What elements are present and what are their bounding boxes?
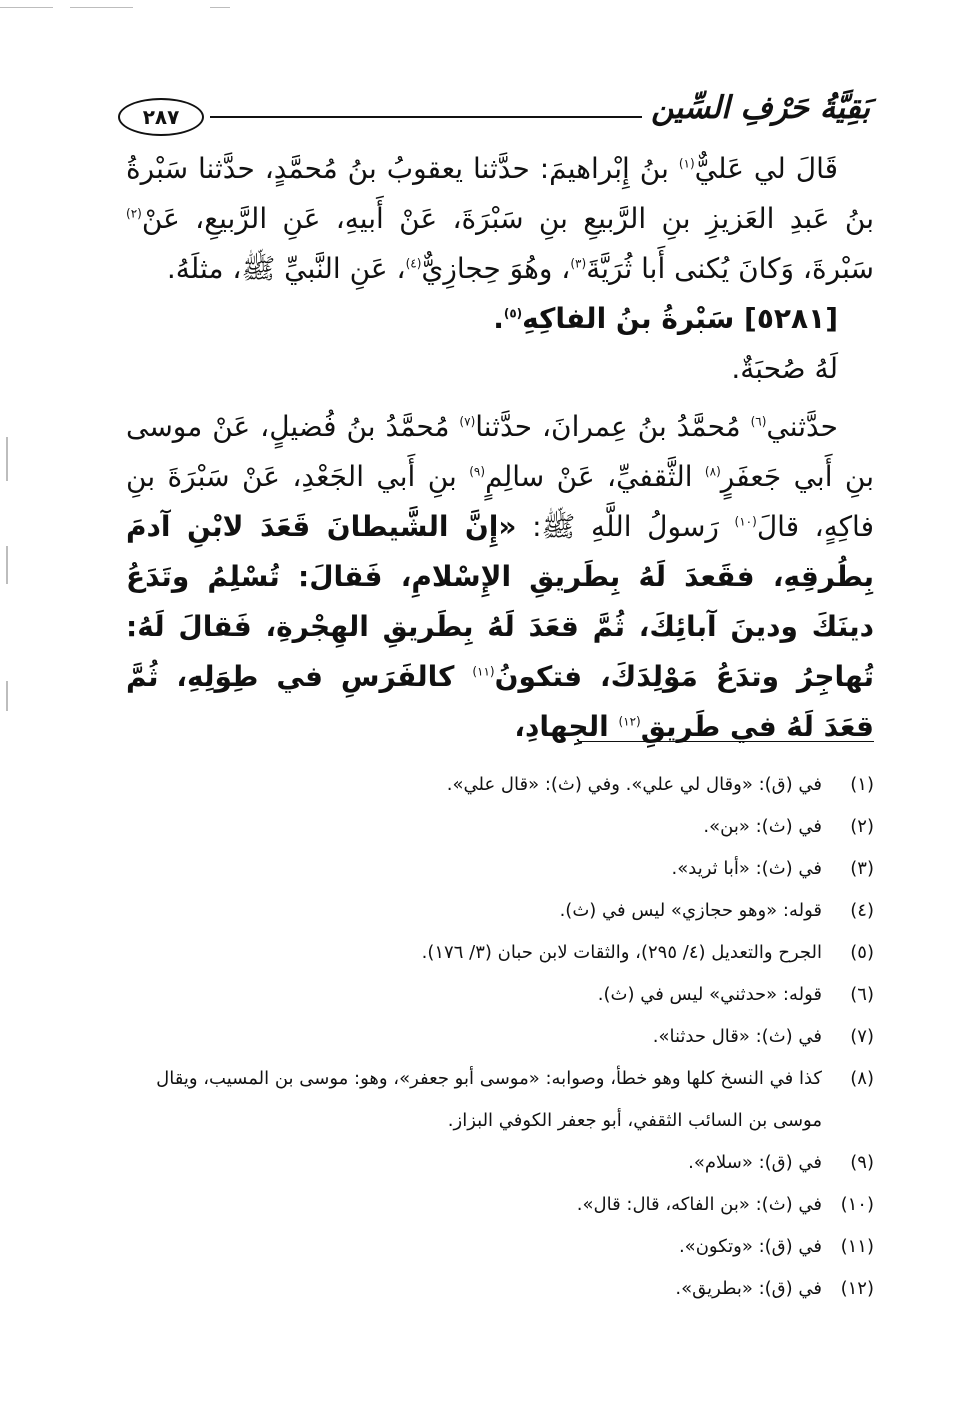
text-segment: الثَّقفيِّ، عَنْ سالِمٍ [485,460,705,493]
footnote-number: (١١) [840,1236,874,1257]
text-segment: بنُ إِبْراهيمَ: حدَّثنا يعقوبُ بنُ مُحمَّدٍ، حدَّثنا سَبْرةُ بنُ عَبدِ العَزيزِ بنِ الرَّبيعِ بنِ سَبْرَةَ، عَنْ أَبيهِ، عَنِ الرَّبيعِ، عَنْ [126,152,874,235]
scan-edge-mark [70,7,133,8]
text-segment: بنِ أَبي الجَعْدِ، عَنْ سَبْرَةَ بنِ فاكِهٍ، قالَ [126,460,874,543]
footnote-number: (٥) [850,942,874,963]
text-segment: رَسولُ اللَّهِ ﷺ: [516,510,735,543]
text-segment: ، وهُوَ حِجازِيٌّ [421,252,571,285]
footnote-item [126,890,874,932]
footnote-marker: (٩) [469,464,486,479]
footnote-number: (٣) [850,858,874,879]
text-segment: ، عَنِ النَّبيِّ ﷺ، مثلَهُ. [166,252,406,285]
footnote-item [126,932,874,974]
footnote-item [126,1016,874,1058]
footnote-item [126,1226,874,1268]
entry-number: [٥٢٨١] [744,302,838,335]
footnote-item [126,848,874,890]
entry-heading [126,294,874,344]
scan-edge-mark [6,681,8,711]
footnote-marker: (٢) [126,206,142,221]
footnote-marker: (٤) [405,256,422,271]
paragraph-2 [126,402,874,752]
footnote-number: (٤) [850,900,874,921]
footnote-text: قوله: «وهو حجازي» ليس في (ث). [559,900,822,921]
footnote-text: في (ق): «وقال لي علي». وفي (ث): «قال علي». [446,774,822,795]
footnote-number: (٢) [850,816,874,837]
footnote-text: في (ق): «بطريق». [675,1278,822,1299]
footnote-item [126,1058,874,1142]
entry-punctuation: . [493,302,504,335]
page-number-badge: ٢٨٧ [118,98,204,136]
footnote-item [126,764,874,806]
footnote-text: قوله: «حدثني» ليس في (ث). [597,984,822,1005]
footnote-number: (١٠) [840,1194,874,1215]
scan-edge-mark [6,437,8,481]
hadith-text: الجِهادِ، [514,710,619,743]
footnote-item [126,1142,874,1184]
footnote-text: الجرح والتعديل (٤/ ٢٩٥)، والثقات لابن حبان (٣/ ١٧٦). [421,942,822,963]
footnote-separator [578,741,874,742]
footnote-text: في (ث): «بن». [703,816,822,837]
footnote-marker: (٦) [750,414,767,429]
paragraph-1 [126,144,874,294]
main-text [126,144,874,752]
footnote-marker: (١٠) [734,514,757,529]
footnote-marker: (٨) [704,464,721,479]
entry-name: سَبْرةُ بنُ الفاكِهِ [522,302,745,335]
footnote-number: (٨) [850,1068,874,1089]
footnote-number: (١) [850,774,874,795]
footnote-text: في (ق): «وتكون». [678,1236,822,1257]
hadith-text: «إِنَّ الشَّيطانَ قَعَدَ لابْنِ آدمَ بِطُرقِهِ، فقَعدَ لَهُ بِطَريقِ الإِسْلامِ، فَقالَ: تُسْلِمُ وتَدَعُ دينَكَ ودينَ آبائِكَ، ثُمَّ قعَدَ لَهُ بِطَريقِ الهِجْرةِ، فَقالَ لَهُ: تُهاجِرُ وتدَعُ مَوْلِدَكَ، فتكونُ [126,510,875,693]
text-segment: مُحمَّدُ بنُ عِمرانَ، حدَّثنا [475,410,751,443]
scan-edge-mark [6,546,8,584]
text-segment: مُحمَّدُ بنُ فُضيلٍ، عَنْ موسى بنِ أَبي جَعفَرٍ [126,410,875,493]
footnote-number: (٩) [850,1152,874,1173]
page-header [118,90,878,140]
running-title: بَقِيَّةُ حَرْفِ السِّين [651,90,870,126]
footnote-marker: (٥) [503,306,523,321]
companion-note: لَهُ صُحبَةٌ. [731,352,838,385]
header-rule [210,116,642,118]
footnote-text: في (ث): «أبا ثريد». [671,858,822,879]
footnote-marker: (٧) [459,414,476,429]
footnote-marker: (١١) [472,664,495,679]
footnote-text: في (ث): «بن الفاكه، قال: قال». [576,1194,822,1215]
footnote-text: كذا في النسخ كلها وهو خطأ، وصوابه: «موسى أبو جعفر»، وهو: موسى بن المسيب، ويقال موسى بن السائب الثقفي، أبو جعفر الكوفي البزاز. [156,1068,822,1131]
scan-edge-mark [210,7,230,8]
text-segment: سَبْرةَ، وَكانَ يُكنى أَبا ثُرَيَّةَ [586,252,874,285]
footnote-item [126,1268,874,1310]
footnote-text: في (ث): «قال حدثنا». [652,1026,822,1047]
footnote-marker: (٣) [570,256,587,271]
footnote-item [126,1184,874,1226]
footnote-item [126,974,874,1016]
text-segment: قَالَ لي عَليٌّ [694,152,838,185]
footnote-number: (٧) [850,1026,874,1047]
scan-edge-mark [0,7,53,8]
footnote-item [126,806,874,848]
footnotes [126,764,874,1310]
text-segment: حدَّثني [766,410,838,443]
footnote-text: في (ق): «سلام». [688,1152,822,1173]
hadith-text: كالفَرَسِ في طِوَلِهِ، ثُمَّ قعَدَ لَهُ في طَريقِ [126,660,874,743]
footnote-number: (٦) [850,984,874,1005]
footnote-marker: (١) [678,156,695,171]
footnote-marker: (١٢) [618,714,641,729]
footnote-number: (١٢) [840,1278,874,1299]
